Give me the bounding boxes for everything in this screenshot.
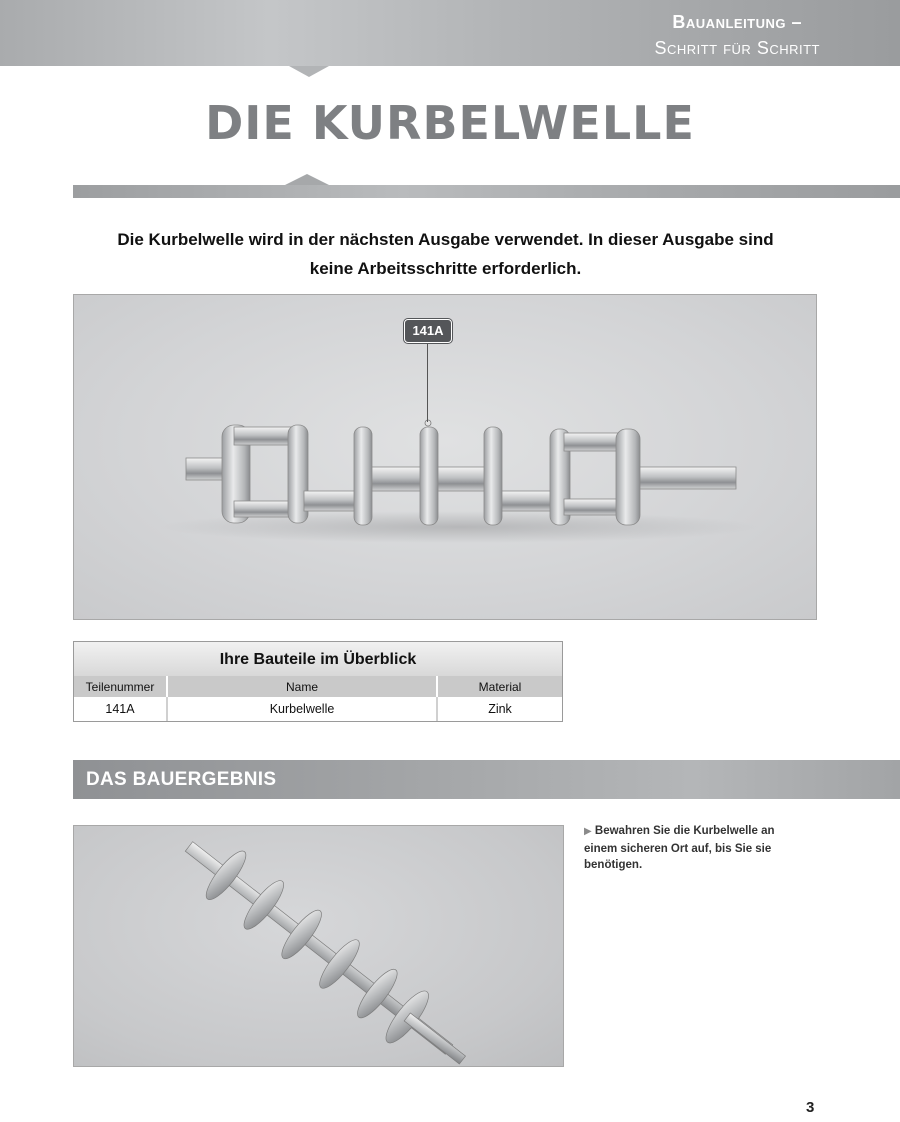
intro-line-1: Die Kurbelwelle wird in der nächsten Ausgabe verwendet. In dieser Ausgabe sind [117,230,774,249]
header-title [654,9,820,61]
page-number: 3 [806,1099,815,1116]
parts-table-header-row [74,676,562,697]
header-title-line2: Schritt für Schritt [654,38,820,58]
crankshaft-illustration [74,295,818,621]
intro-line-2: keine Arbeitsschritte erforderlich. [309,259,582,278]
title-divider-notch [285,174,329,185]
crankshaft-angled-illustration [74,826,565,1068]
parts-overview-table [73,641,563,722]
parts-table-caption: Ihre Bauteile im Überblick [74,642,562,676]
part-tag-141a: 141A [404,319,452,343]
header-notch [289,66,329,77]
result-section-title: DAS BAUERGEBNIS [86,769,277,790]
result-section-bar [73,760,900,799]
cell-name: Kurbelwelle [167,697,437,721]
column-header-part-number: Teilenummer [74,676,167,697]
header-title-line1: Bauanleitung – [672,12,803,32]
page-title: DIE KURBELWELLE [205,96,695,150]
parts-table-grid [74,676,562,721]
title-divider [73,185,900,198]
result-photo [73,825,564,1067]
column-header-name: Name [167,676,437,697]
storage-note [584,823,799,874]
bullet-arrow-icon: ▶ [584,826,592,837]
cell-part-number: 141A [74,697,167,721]
header-bar [0,0,900,66]
column-header-material: Material [437,676,562,697]
storage-note-text: Bewahren Sie die Kurbelwelle an einem sicheren Ort auf, bis Sie sie benötigen. [584,825,775,871]
part-tag-leader-line [427,342,428,422]
intro-text [73,225,818,283]
table-row [74,697,562,721]
cell-material: Zink [488,702,512,716]
